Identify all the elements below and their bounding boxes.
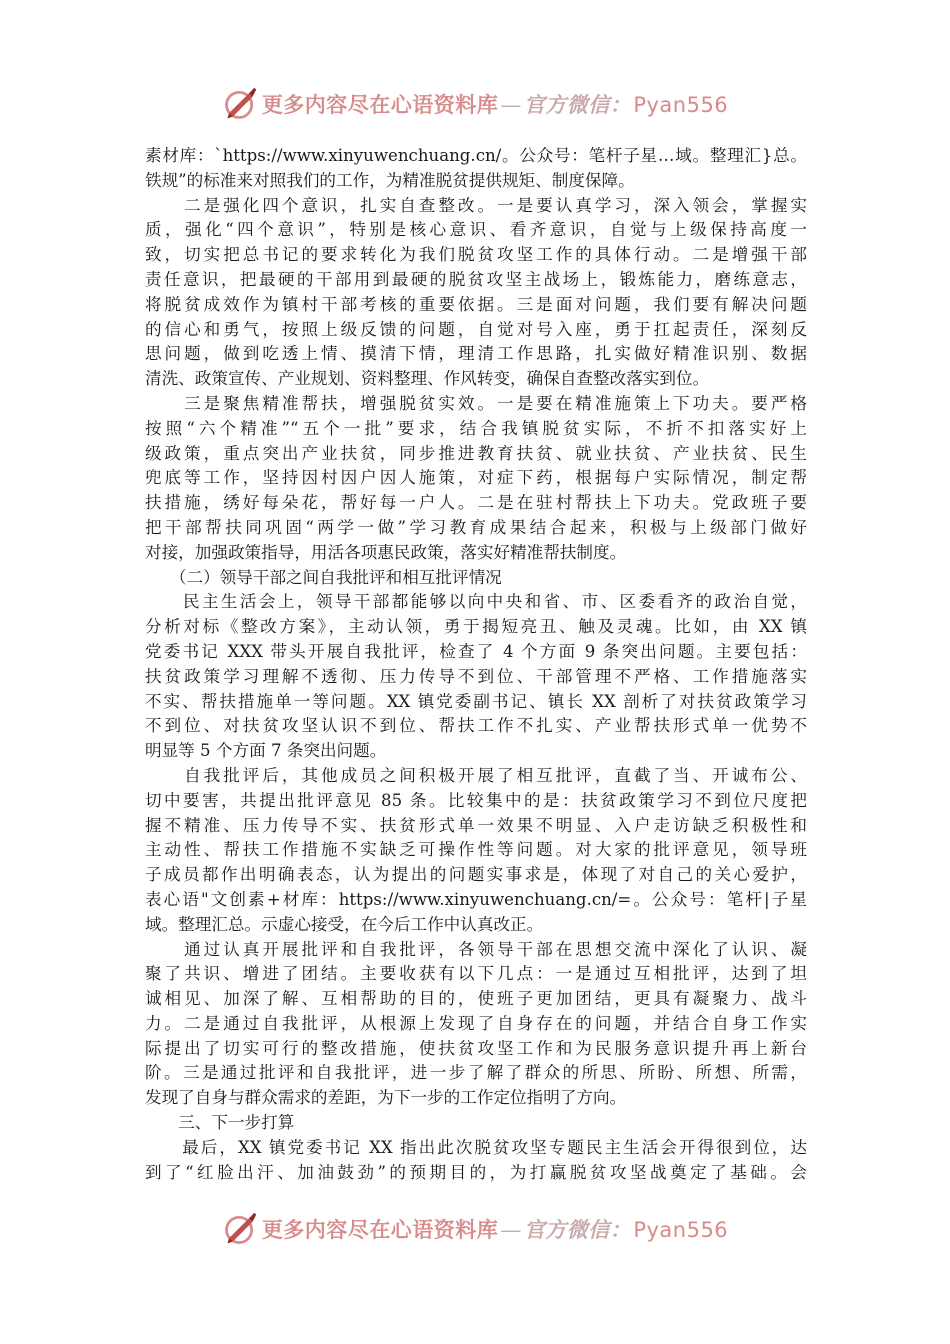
header-watermark-banner [0, 84, 950, 124]
text-line: 际提出了切实可行的整改措施，使扶贫攻坚工作和为民服务意识提升再上新台 [145, 1038, 807, 1058]
text-line: 不到位、对扶贫攻坚认识不到位、帮扶工作不扎实、产业帮扶形式单一优势不 [145, 716, 807, 736]
text-line: 责任意识，把最硬的干部用到最硬的脱贫攻坚主战场上，锻炼能力，磨练意志， [145, 269, 807, 289]
text-line: 握不精准、压力传导不实、扶贫形式单一效果不明显、入户走访缺乏积极性和 [145, 815, 807, 835]
text-line: 将脱贫成效作为镇村干部考核的重要依据。三是面对问题，我们要有解决问题 [145, 294, 807, 314]
banner-wechat-label: 官方微信： [523, 92, 632, 117]
text-line: 三是聚焦精准帮扶，增强脱贫实效。一是要在精准施策上下功夫。要严格 [145, 393, 807, 413]
text-line: 发现了自身与群众需求的差距，为下一步的工作定位指明了方向。 [145, 1088, 627, 1108]
text-line: 切中要害，共提出批评意见 85 条。比较集中的是：扶贫政策学习不到位尺度把 [145, 790, 807, 810]
text-line: 级政策，重点突出产业扶贫，同步推进教育扶贫、就业扶贫、产业扶贫、民生 [145, 443, 807, 463]
text-line: 的信心和勇气，按照上级反馈的问题，自觉对号入座，勇于扛起责任，深刻反 [145, 319, 807, 339]
text-line: 铁规”的标准来对照我们的工作，为精准脱贫提供规矩、制度保障。 [145, 170, 635, 190]
text-line: 党委书记 XXX 带头开展自我批评，检查了 4 个方面 9 条突出问题。主要包括： [145, 641, 807, 661]
banner-title: 更多内容尽在心语资料库 [261, 92, 499, 117]
text-line: 三、下一步打算 [145, 1113, 295, 1133]
text-line: 力。二是通过自我批评，从根源上发现了自身存在的问题，并结合自身工作实 [145, 1013, 807, 1033]
text-line: 致，切实把总书记的要求转化为我们脱贫攻坚工作的具体行动。二是增强干部 [145, 245, 807, 265]
text-line: 明显等 5 个方面 7 条突出问题。 [145, 741, 387, 761]
text-line: 不实、帮扶措施单一等问题。XX 镇党委副书记、镇长 XX 剖析了对扶贫政策学习 [145, 691, 807, 711]
text-line: 扶措施，绣好每朵花，帮好每一户人。二是在驻村帮扶上下功夫。党政班子要 [145, 493, 807, 513]
document-body [145, 144, 807, 1185]
text-line: （二）领导干部之间自我批评和相互批评情况 [145, 567, 502, 587]
text-line: 通过认真开展批评和自我批评，各领导干部在思想交流中深化了认识、凝 [145, 939, 807, 959]
text-line: 二是强化四个意识，扎实自查整改。一是要认真学习，深入领会，掌握实 [145, 195, 807, 215]
pen-logo-icon [222, 86, 258, 122]
text-line: 思问题，做到吃透上情、摸清下情，理清工作思路，扎实做好精准识别、数据 [145, 344, 807, 364]
text-line: 扶贫政策学习理解不透彻、压力传导不到位、干部管理不严格、工作措施落实 [145, 666, 807, 686]
text-line: 诚相见、加深了解、互相帮助的目的，使班子更加团结，更具有凝聚力、战斗 [145, 989, 807, 1009]
banner-wechat-id: Pyan556 [633, 1218, 729, 1242]
text-line: 表心语"文创素+材库：https://www.xinyuwenchuang.cn/=。公众号：笔杆|子星 [145, 889, 807, 909]
text-line: 把干部帮扶同巩固“两学一做”学习教育成果结合起来，积极与上级部门做好 [145, 517, 807, 537]
text-line: 到了“红脸出汗、加油鼓劲”的预期目的，为打赢脱贫攻坚战奠定了基础。会 [145, 1162, 807, 1182]
banner-dash: — [500, 93, 522, 117]
text-line: 子成员都作出明确表态，认为提出的问题实事求是，体现了对自己的关心爱护， [145, 865, 807, 885]
text-line: 阶。三是通过批评和自我批评，进一步了解了群众的所思、所盼、所想、所需， [145, 1063, 807, 1083]
banner-title: 更多内容尽在心语资料库 [261, 1217, 499, 1242]
pen-logo-icon [222, 1211, 258, 1247]
text-line: 兜底等工作，坚持因村因户因人施策，对症下药，根据每户实际情况，制定帮 [145, 468, 807, 488]
banner-wechat-label: 官方微信： [523, 1217, 632, 1242]
text-line: 对接，加强政策指导，用活各项惠民政策，落实好精准帮扶制度。 [145, 542, 627, 562]
text-line: 素材库：`https://www.xinyuwenchuang.cn/。公众号：笔杆子星…域。整理汇}总。 [145, 146, 807, 165]
banner-wechat-id: Pyan556 [633, 93, 729, 117]
text-line: 最后，XX 镇党委书记 XX 指出此次脱贫攻坚专题民主生活会开得很到位，达 [145, 1137, 807, 1157]
text-line: 聚了共识、增进了团结。主要收获有以下几点：一是通过互相批评，达到了坦 [145, 964, 807, 984]
banner-dash: — [500, 1218, 522, 1242]
text-line: 按照“六个精准”“五个一批”要求，结合我镇脱贫实际，不折不扣落实好上 [145, 418, 807, 438]
text-line: 域。整理汇总。示虚心接受，在今后工作中认真改正。 [145, 914, 544, 934]
text-line: 主动性、帮扶工作措施不实缺乏可操作性等问题。对大家的批评意见，领导班 [145, 840, 807, 860]
text-line: 质，强化“四个意识”，特别是核心意识、看齐意识，自觉与上级保持高度一 [145, 220, 807, 240]
text-line: 民主生活会上，领导干部都能够以向中央和省、市、区委看齐的政治自觉， [145, 592, 807, 612]
text-line: 自我批评后，其他成员之间积极开展了相互批评，直截了当、开诚布公、 [145, 765, 807, 785]
text-line: 清洗、政策宣传、产业规划、资料整理、作风转变，确保自查整改落实到位。 [145, 369, 710, 389]
footer-watermark-banner [0, 1209, 950, 1249]
text-line: 分析对标《整改方案》，主动认领，勇于揭短亮丑、触及灵魂。比如，由 XX 镇 [145, 617, 807, 637]
